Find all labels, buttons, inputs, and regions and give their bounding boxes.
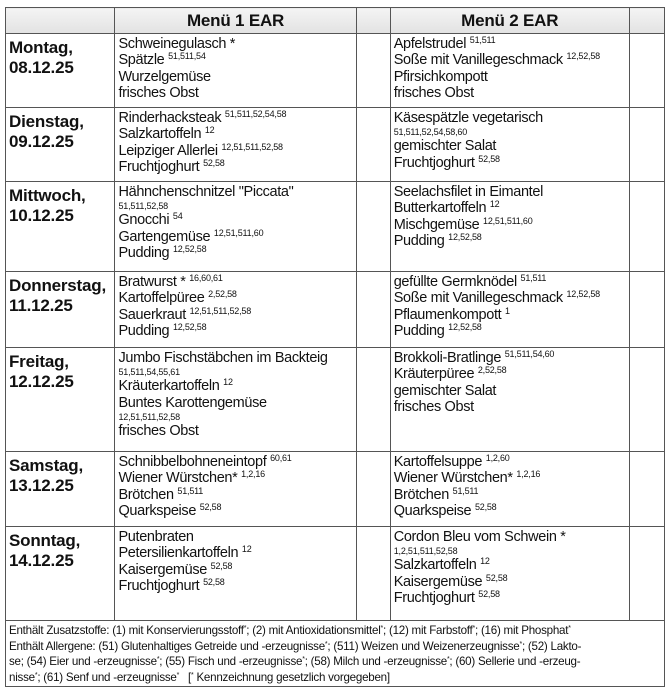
- legend-line: se; (54) Eier und -erzeugnisse*; (55) Fisch und -erzeugnisse*; (58) Milch und -erzeugnisse*; (60) Sellerie und -erzeug-: [9, 655, 581, 669]
- menu2-cell: [390, 34, 629, 108]
- legend-line: Enthält Allergene: (51) Glutenhaltiges Getreide und -erzeugnisse*; (511) Weizen und Weizenerzeugnisse*; (52) Lakto-: [9, 639, 582, 653]
- day-row: [6, 108, 665, 182]
- menu1-cell: [115, 527, 356, 621]
- dish-item: [394, 200, 629, 216]
- dish-item: [118, 350, 355, 378]
- allergen-codes: 12,51,511,52,58: [118, 411, 180, 422]
- weekday-label: Mittwoch,: [9, 186, 86, 205]
- menu1-cell: [115, 452, 356, 527]
- allergen-codes: 2,52,58: [208, 289, 237, 300]
- allergen-codes: 2,52,58: [477, 365, 507, 376]
- day-cell: [6, 182, 115, 272]
- dish-item: [394, 217, 629, 233]
- menu2-cell: [390, 452, 629, 527]
- dish-item: [118, 36, 355, 52]
- dish-name: Seelachsfilet in Eimantel: [393, 184, 543, 200]
- allergen-codes: 1: [505, 305, 510, 316]
- allergen-codes: 12,51,511,52,58: [221, 141, 283, 152]
- allergen-codes: 51,511,54,55,61: [118, 367, 180, 378]
- allergen-codes: 52,58: [210, 560, 233, 571]
- allergen-codes: 51,511: [177, 485, 204, 496]
- dish-name: Cordon Bleu vom Schwein *: [393, 529, 566, 545]
- day-row: [6, 348, 665, 452]
- dish-item: [394, 470, 629, 486]
- dish-item: [394, 274, 629, 290]
- menu2-cell: [390, 527, 629, 621]
- dish-item: [394, 233, 629, 249]
- dish-name: Apfelstrudel: [393, 36, 467, 52]
- dish-item: [118, 503, 355, 519]
- weekday-label: Freitag,: [9, 352, 69, 371]
- dish-name: Gartengemüse: [118, 228, 211, 245]
- allergen-codes: 12,51,511,60: [483, 215, 533, 226]
- header-menu2-extra: [629, 8, 664, 34]
- dish-name: Rinderhacksteak: [118, 110, 222, 126]
- allergen-codes: 12: [480, 556, 490, 567]
- allergen-codes: 12,52,58: [172, 321, 207, 332]
- header-day-cell: [6, 8, 115, 34]
- date-label: 11.12.25: [9, 296, 73, 315]
- dish-name: Brötchen: [118, 486, 174, 503]
- menu2-cell: [390, 348, 629, 452]
- dish-item: [118, 562, 355, 578]
- dish-item: [394, 110, 629, 138]
- date-label: 10.12.25: [9, 206, 74, 225]
- allergen-codes: 52,58: [485, 572, 508, 583]
- dish-item: [394, 155, 629, 171]
- allergen-codes: 51,511,52,58: [118, 201, 168, 212]
- dish-name: Wurzelgemüse: [118, 68, 211, 85]
- dish-name: Fruchtjoghurt: [393, 154, 475, 171]
- dish-item: [118, 212, 355, 228]
- allergen-codes: 12: [204, 125, 215, 136]
- allergen-codes: 1,2,16: [516, 469, 541, 480]
- weekday-label: Samstag,: [9, 456, 83, 475]
- allergen-codes: 12,52,58: [566, 51, 600, 62]
- day-cell: [6, 452, 115, 527]
- dish-name: frisches Obst: [118, 84, 199, 101]
- menu1-cell: [115, 108, 356, 182]
- dish-name: Pflaumenkompott: [393, 306, 502, 323]
- allergen-codes: 1,2,16: [241, 469, 265, 480]
- allergen-codes: 60,61: [270, 453, 292, 463]
- allergen-codes: 52,58: [199, 501, 222, 512]
- dish-item: [118, 578, 355, 594]
- dish-name: Brötchen: [393, 486, 449, 503]
- menu1-extra-cell: [356, 182, 390, 272]
- header-menu1-extra: [356, 8, 390, 34]
- dish-item: [394, 529, 629, 557]
- day-row: [6, 527, 665, 621]
- dish-item: [118, 245, 355, 261]
- dish-item: [394, 350, 629, 366]
- dish-item: [394, 383, 629, 399]
- dish-item: [118, 229, 355, 245]
- dish-item: [394, 138, 629, 154]
- menu2-cell: [390, 272, 629, 348]
- dish-item: [118, 395, 355, 423]
- dish-item: [118, 290, 355, 306]
- allergen-codes: 16,60,61: [189, 273, 223, 283]
- dish-item: [394, 184, 629, 200]
- weekday-label: Sonntag,: [9, 531, 81, 550]
- dish-item: [394, 590, 629, 606]
- dish-item: [118, 274, 355, 290]
- dish-name: Putenbraten: [118, 529, 194, 545]
- dish-name: Jumbo Fischstäbchen im Backteig: [118, 350, 328, 366]
- dish-name: Kräuterkartoffeln: [118, 378, 220, 395]
- day-row: [6, 452, 665, 527]
- dish-name: Salzkartoffeln: [118, 126, 202, 143]
- dish-name: Petersilienkartoffeln: [118, 545, 239, 562]
- menu1-cell: [115, 182, 356, 272]
- dish-item: [118, 85, 355, 101]
- dish-item: [118, 423, 355, 439]
- menu2-extra-cell: [629, 182, 664, 272]
- day-row: [6, 34, 665, 108]
- menu2-extra-cell: [629, 272, 664, 348]
- weekday-label: Montag,: [9, 38, 73, 57]
- dish-item: [394, 36, 629, 52]
- allergen-codes: 12: [223, 377, 233, 388]
- menu1-extra-cell: [356, 34, 390, 108]
- date-label: 09.12.25: [9, 132, 74, 151]
- dish-name: gefüllte Germknödel: [393, 274, 517, 290]
- dish-name: frisches Obst: [393, 84, 474, 101]
- dish-name: Pudding: [118, 322, 170, 339]
- menu2-extra-cell: [629, 527, 664, 621]
- dish-name: Fruchtjoghurt: [118, 158, 200, 175]
- dish-name: Schnibbelbohneneintopf: [118, 454, 267, 470]
- header-menu2: Menü 2 EAR: [390, 8, 629, 34]
- dish-name: Soße mit Vanillegeschmack: [393, 52, 563, 69]
- menu1-extra-cell: [356, 452, 390, 527]
- dish-item: [394, 366, 629, 382]
- menu1-cell: [115, 348, 356, 452]
- dish-item: [394, 290, 629, 306]
- allergen-codes: 51,511: [469, 35, 496, 45]
- dish-item: [394, 454, 629, 470]
- dish-name: Pudding: [393, 232, 445, 249]
- allergen-codes: 1,2,51,511,52,58: [393, 546, 458, 557]
- allergen-codes: 12,52,58: [448, 321, 482, 332]
- dish-name: Kaisergemüse: [393, 573, 483, 590]
- allergen-codes: 12,52,58: [172, 243, 207, 254]
- dish-name: Pudding: [393, 322, 445, 339]
- header-menu1: Menü 1 EAR: [115, 8, 356, 34]
- legend-line: Enthält Zusatzstoffe: (1) mit Konservierungsstoff*; (2) mit Antioxidationsmittel*; (12) mit Farbstoff*; (16) mit Phosphat*: [9, 624, 571, 637]
- weekly-menu-table: [5, 7, 665, 687]
- dish-item: [118, 159, 355, 175]
- dish-name: Hähnchenschnitzel "Piccata": [118, 184, 294, 200]
- dish-item: [118, 454, 355, 470]
- menu-body: [6, 34, 665, 621]
- dish-name: Gnocchi: [118, 212, 170, 229]
- dish-item: [394, 69, 629, 85]
- allergen-codes: 52,58: [474, 501, 497, 512]
- dish-name: Kartoffelsuppe: [393, 454, 483, 470]
- dish-name: frisches Obst: [118, 422, 199, 439]
- allergen-codes: 12,52,58: [448, 231, 482, 242]
- weekday-label: Donnerstag,: [9, 276, 106, 295]
- dish-name: Spätzle: [118, 52, 165, 69]
- menu1-extra-cell: [356, 108, 390, 182]
- additives-allergens-legend: [6, 621, 665, 687]
- dish-item: [118, 52, 355, 68]
- dish-item: [394, 503, 629, 519]
- dish-name: Kartoffelpüree: [118, 290, 205, 307]
- dish-name: Sauerkraut: [118, 306, 186, 323]
- allergen-codes: 51,511: [452, 485, 479, 496]
- dish-name: Wiener Würstchen*: [393, 470, 513, 487]
- day-cell: [6, 34, 115, 108]
- footer-row: [6, 621, 665, 687]
- allergen-codes: 51,511: [520, 273, 547, 283]
- menu2-extra-cell: [629, 348, 664, 452]
- allergen-codes: 12,51,511,60: [213, 227, 264, 238]
- dish-name: frisches Obst: [393, 398, 474, 415]
- header-row: [6, 8, 665, 34]
- menu2-cell: [390, 108, 629, 182]
- menu2-extra-cell: [629, 108, 664, 182]
- allergen-codes: 12: [241, 544, 252, 555]
- dish-name: Brokkoli-Bratlinge: [393, 350, 502, 366]
- dish-item: [394, 487, 629, 503]
- menu2-cell: [390, 182, 629, 272]
- allergen-codes: 51,511,54: [168, 51, 206, 62]
- dish-name: gemischter Salat: [393, 138, 497, 155]
- dish-item: [394, 574, 629, 590]
- date-label: 08.12.25: [9, 58, 74, 77]
- menu1-extra-cell: [356, 527, 390, 621]
- dish-name: Fruchtjoghurt: [118, 577, 200, 594]
- allergen-codes: 52,58: [203, 576, 225, 587]
- day-row: [6, 182, 665, 272]
- allergen-codes: 52,58: [203, 157, 225, 168]
- dish-name: Bratwurst *: [118, 274, 186, 290]
- day-cell: [6, 108, 115, 182]
- dish-name: Schweinegulasch *: [118, 36, 236, 52]
- dish-name: Kaisergemüse: [118, 561, 207, 578]
- dish-name: Buntes Karottengemüse: [118, 394, 267, 411]
- allergen-codes: 51,511,52,54,58: [224, 109, 287, 119]
- dish-item: [118, 307, 355, 323]
- dish-name: Käsespätzle vegetarisch: [393, 110, 543, 126]
- dish-item: [118, 110, 355, 126]
- day-cell: [6, 348, 115, 452]
- day-row: [6, 272, 665, 348]
- dish-name: Pudding: [118, 244, 170, 261]
- dish-item: [118, 126, 355, 142]
- legend-line: nisse*; (61) Senf und -erzeugnisse* [* Kennzeichnung gesetzlich vorgegeben]: [9, 670, 390, 684]
- dish-name: Quarkspeise: [118, 502, 197, 519]
- menu1-cell: [115, 34, 356, 108]
- dish-item: [394, 399, 629, 415]
- allergen-codes: 12: [489, 199, 500, 210]
- dish-name: Leipziger Allerlei: [118, 142, 218, 159]
- dish-item: [118, 487, 355, 503]
- weekday-label: Dienstag,: [9, 112, 84, 131]
- allergen-codes: 12,52,58: [566, 289, 600, 300]
- day-cell: [6, 272, 115, 348]
- dish-name: Kräuterpüree: [393, 366, 475, 383]
- menu1-extra-cell: [356, 272, 390, 348]
- dish-name: Butterkartoffeln: [393, 200, 487, 217]
- allergen-codes: 54: [172, 211, 183, 222]
- dish-item: [118, 545, 355, 561]
- dish-name: Soße mit Vanillegeschmack: [393, 290, 563, 307]
- dish-name: Quarkspeise: [393, 502, 472, 519]
- dish-name: Pfirsichkompott: [393, 68, 488, 85]
- menu2-extra-cell: [629, 452, 664, 527]
- allergen-codes: 51,511,54,60: [504, 349, 555, 359]
- allergen-codes: 52,58: [478, 153, 500, 164]
- menu2-extra-cell: [629, 34, 664, 108]
- dish-item: [118, 378, 355, 394]
- dish-item: [394, 323, 629, 339]
- date-label: 12.12.25: [9, 372, 74, 391]
- allergen-codes: 12,51,511,52,58: [189, 305, 252, 316]
- menu1-extra-cell: [356, 348, 390, 452]
- dish-item: [118, 69, 355, 85]
- allergen-codes: 52,58: [478, 588, 500, 599]
- dish-name: Wiener Würstchen*: [118, 470, 238, 487]
- allergen-codes: 1,2,60: [485, 453, 510, 463]
- dish-item: [118, 529, 355, 545]
- dish-name: gemischter Salat: [393, 382, 497, 399]
- dish-item: [118, 143, 355, 159]
- dish-item: [118, 184, 355, 212]
- day-cell: [6, 527, 115, 621]
- dish-item: [394, 52, 629, 68]
- dish-name: Mischgemüse: [393, 216, 480, 233]
- dish-item: [394, 307, 629, 323]
- menu1-cell: [115, 272, 356, 348]
- dish-item: [394, 85, 629, 101]
- date-label: 13.12.25: [9, 476, 74, 495]
- dish-name: Salzkartoffeln: [393, 557, 477, 574]
- allergen-codes: 51,511,52,54,58,60: [393, 127, 468, 138]
- dish-name: Fruchtjoghurt: [393, 589, 475, 606]
- dish-item: [394, 557, 629, 573]
- date-label: 14.12.25: [9, 551, 74, 570]
- dish-item: [118, 470, 355, 486]
- dish-item: [118, 323, 355, 339]
